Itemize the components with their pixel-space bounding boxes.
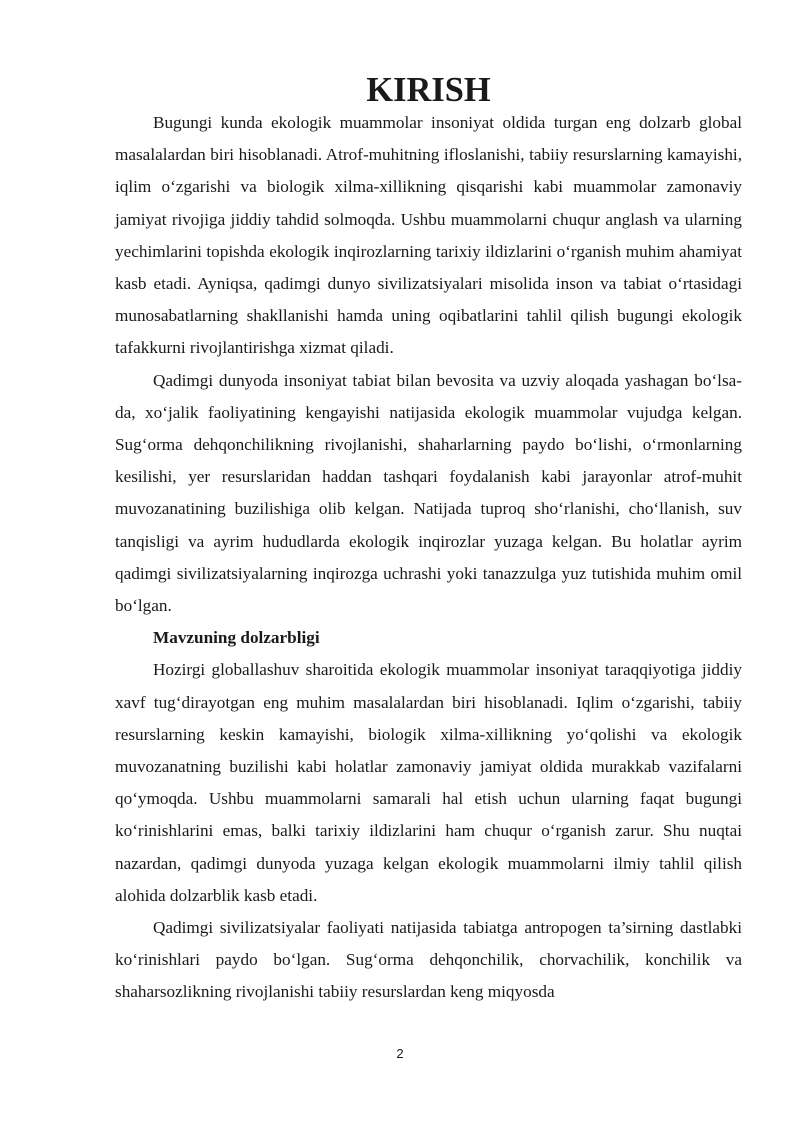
- paragraph-intro-2: Qadimgi dunyoda insoniyat tabiat bilan bevosita va uzviy aloqada yashagan bo‘lsa-da, xo‘jalik faoliyatining kengayishi natijasida ekologik muammolar vujudga kelgan. Sug‘orma dehqonchilikning rivojlanishi, shaharlarning paydo bo‘lishi, o‘rmonlarning kesilishi, yer resurslaridan haddan tashqari foydalanish kabi jarayonlar atrof-muhit muvozanatining buzilishiga olib kelgan. Natijada tuproq sho‘rlanishi, cho‘llanish, suv tanqisligi va ayrim hududlarda ekologik inqirozlar yuzaga kelgan. Bu holatlar ayrim qadimgi sivilizatsiyalarning inqirozga uchrashi yoki tanazzulga yuz tutishida muhim omil bo‘lgan.: [115, 370, 742, 616]
- section-heading: Mavzuning dolzarbligi: [153, 628, 320, 648]
- document-title: KIRISH: [366, 71, 491, 109]
- page-number: 2: [396, 1046, 404, 1061]
- document-page: [115, 71, 742, 1009]
- paragraph-relevance-1: Hozirgi globallashuv sharoitida ekologik muammolar insoniyat taraqqiyotiga jiddiy xavf tug‘dirayotgan eng muhim masalalardan biri hisoblanadi. Iqlim o‘zgarishi, tabiiy resurslarning keskin kamayishi, biologik xilma-xillikning yo‘qolishi va ekologik muvozanatning buzilishi kabi holatlar zamonaviy jamiyat oldida murakkab vazifalarni qo‘ymoqda. Ushbu muammolarni samarali hal etish uchun ularning faqat bugungi ko‘rinishlarini emas, balki tarixiy ildizlarini ham chuqur o‘rganish zarur. Shu nuqtai nazardan, qadimgi dunyoda yuzaga kelgan ekologik muammolarni ilmiy tahlil qilish alohida dolzarblik kasb etadi.: [115, 660, 742, 905]
- paragraph-intro-1: Bugungi kunda ekologik muammolar insoniyat oldida turgan eng dolzarb global masalalardan biri hisoblanadi. Atrof-muhitning ifloslanishi, tabiiy resurslarning kamayishi, iqlim o‘zgarishi va biologik xilma-xillikning qisqarishi kabi muammolar zamonaviy jamiyat rivojiga jiddiy tahdid solmoqda. Ushbu muammolarni chuqur anglash va ularning yechimlarini topishda ekologik inqirozlarning tarixiy ildizlarini o‘rganish muhim ahamiyat kasb etadi. Ayniqsa, qadimgi dunyo sivilizatsiyalari misolida inson va tabiat o‘rtasidagi munosabatlarning shakllanishi hamda uning oqibatlarini tahlil qilish bugungi ekologik tafakkurni rivojlantirishga xizmat qiladi.: [115, 113, 742, 358]
- paragraph-relevance-2: Qadimgi sivilizatsiyalar faoliyati natijasida tabiatga antropogen ta’sirning dastlabki ko‘rinishlari paydo bo‘lgan. Sug‘orma dehqonchilik, chorvachilik, konchilik va shaharsozlikning rivojlanishi tabiiy resurslardan keng miqyosda: [115, 918, 742, 1002]
